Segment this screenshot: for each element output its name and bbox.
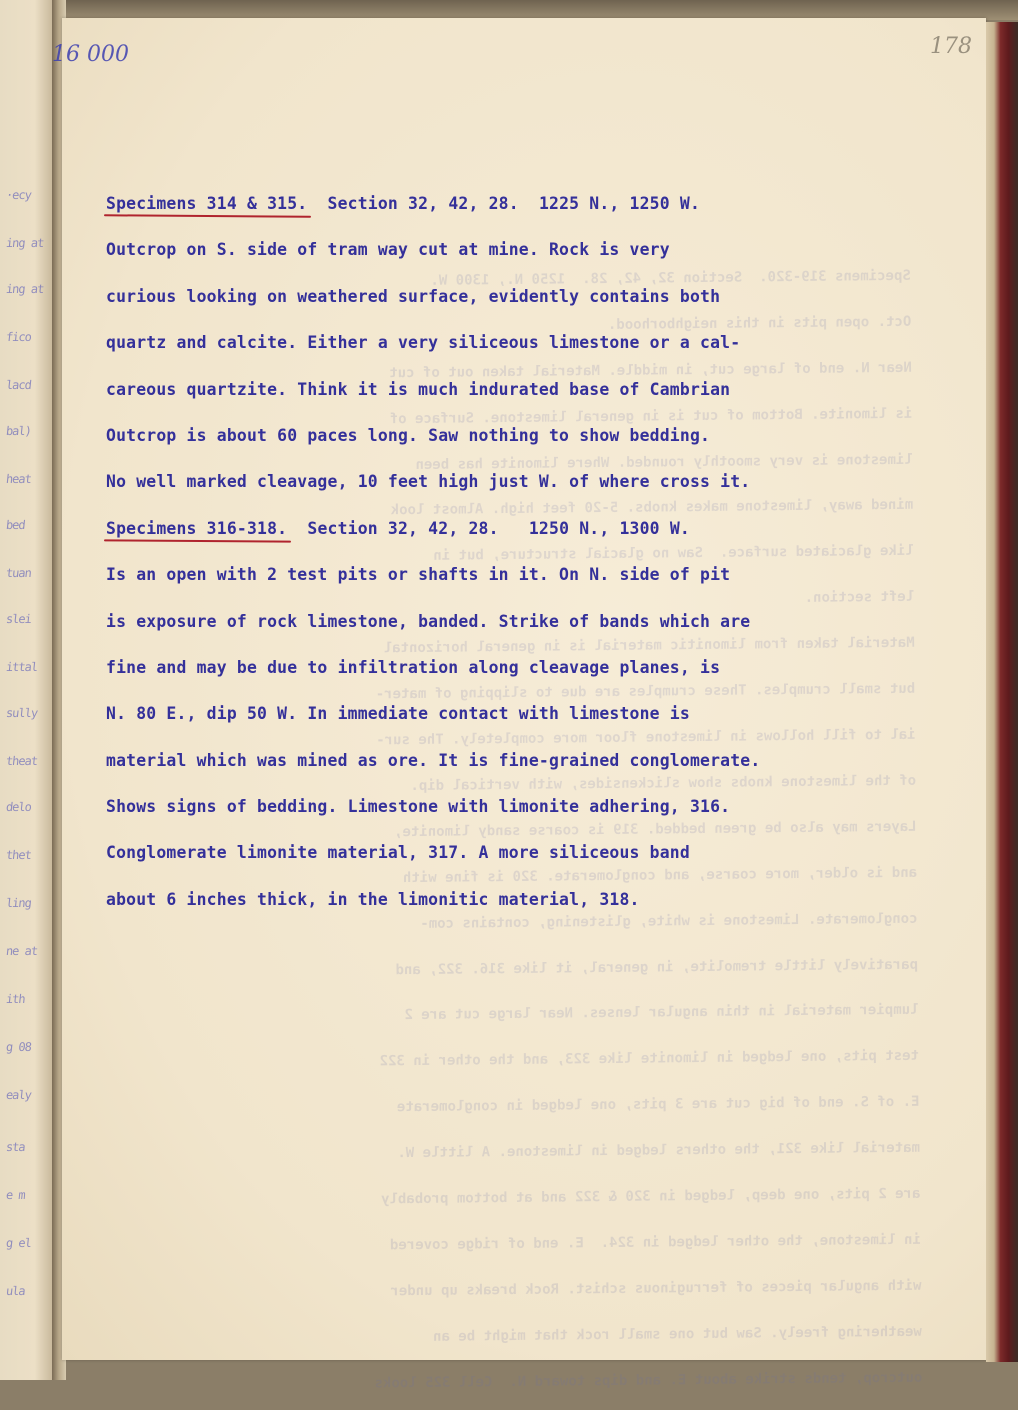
facing-page-fragment: ·ecy [5,188,32,202]
text-line: is exposure of rock limestone, banded. Strike of bands which are [106,611,751,631]
facing-page-fragment: ith [5,992,26,1006]
specimen-heading: Specimens 314 & 315. [106,194,308,213]
page-number: 178 [930,34,972,59]
facing-page-fragment: slei [5,612,32,626]
text-line: fine and may be due to infiltration along cleavage planes, is [106,657,721,677]
facing-page-fragment: ling [5,896,32,910]
section-location: Section 32, 42, 28. 1250 N., 1300 W. [287,518,690,538]
facing-page-fragment: bed [5,518,26,532]
facing-page-fragment: sully [5,706,38,720]
facing-page-fragment: sta [5,1140,26,1154]
text-line: N. 80 E., dip 50 W. In immediate contact with limestone is [106,704,690,724]
facing-page-fragment: ittal [5,660,38,674]
text-line: Outcrop is about 60 paces long. Saw nothing to show bedding. [106,425,711,445]
facing-page-fragment: ing at [5,236,45,250]
text-line: careous quartzite. Think it is much indurated base of Cambrian [106,379,731,399]
book-edge [986,22,1018,1362]
facing-page-fragment: heat [5,472,32,486]
facing-page-fragment: ne at [5,944,38,958]
facing-page-fragment: e m [5,1188,26,1202]
facing-page-fragment: fico [5,330,32,344]
specimen-heading: Specimens 316-318. [106,518,288,538]
facing-page-fragment: delo [5,800,32,814]
text-line: Shows signs of bedding. Limestone with limonite adhering, 316. [106,797,731,817]
text-line: about 6 inches thick, in the limonitic material, 318. [106,889,640,909]
text-line: Outcrop on S. side of tram way cut at mine. Rock is very [106,240,670,260]
facing-page-fragment: lacd [5,378,32,392]
text-line: No well marked cleavage, 10 feet high just W. of where cross it. [106,472,751,492]
text-line: Conglomerate limonite material, 317. A more siliceous band [106,843,690,863]
section-location: Section 32, 42, 28. 1225 N., 1250 W. [307,194,701,213]
text-line: curious looking on weathered surface, evidently contains both [106,286,721,306]
catalog-number: 16 000 [52,42,129,67]
text-line: Is an open with 2 test pits or shafts in it. On N. side of pit [106,565,731,585]
text-line [106,513,986,559]
facing-page-fragment: g 08 [5,1040,32,1054]
scan-top-band [58,0,1018,20]
facing-page-fragment: thet [5,848,32,862]
facing-page-fragment: ing at [5,282,45,296]
reverse-side-bleed-through: Specimens 319-320. Section 32, 42, 28. 1250 N., 1300 W. Oct. open pits in this neighborhood. Near N. end of large cut, in middle. Material taken out of cut is limonite. Bottom of cut is in general limestone. Surface of limestone is very smoothly rounded. Where limonite has been mined away, limestone makes knobs. 5-20 feet high. Almost look like glaciated surface. Saw no glacial structure, but in left section. Material taken from limonitic material is in general horizontal but small crumples. These crumples are due to slipping of mater- ial to fill hollows in limestone floor more completely. The sur- of the limestone knobs show slickensides, with vertical dip. Layers may also be green bedded. 319 is coarse sandy limonite, and is older, more coarse, and conglomerate. 320 is fine with conglomerate. Limestone is white, glistening, contains com- paratively little tremolite, in general, it like 316. 322, and lumpier material in thin angular lenses. Near large cut are 2 test pits, one ledged in limonite like 323, and the other in 322 E. of S. end of big cut are 3 pits, one ledged in conglomerate material like 321, the others ledged in limestone. A little W. are 2 pits, one deep, ledged in 320 & 322 and at bottom probably in limestone, the other ledged in 324. E. end of ridge covered with angular pieces of ferruginous schist. Rock breaks up under weathering freely. Saw but one small rock that might be an outcrop, tends strike about E. and dips toward N. Cell 325 looks [374,221,923,1392]
facing-page-fragment: g el [5,1236,32,1250]
facing-page-fragment: tuan [5,566,32,580]
facing-page-fragment: ula [5,1284,26,1298]
facing-page-fragment: bal) [5,424,32,438]
text-line: material which was mined as ore. It is fine-grained conglomerate. [106,750,761,770]
text-line [106,188,986,234]
page-text [106,188,986,930]
text-line: quartz and calcite. Either a very siliceous limestone or a cal- [106,333,741,353]
facing-page-edge [0,0,58,1380]
facing-page-fragment: ealy [5,1088,32,1102]
facing-page-fragment: theat [5,754,38,768]
